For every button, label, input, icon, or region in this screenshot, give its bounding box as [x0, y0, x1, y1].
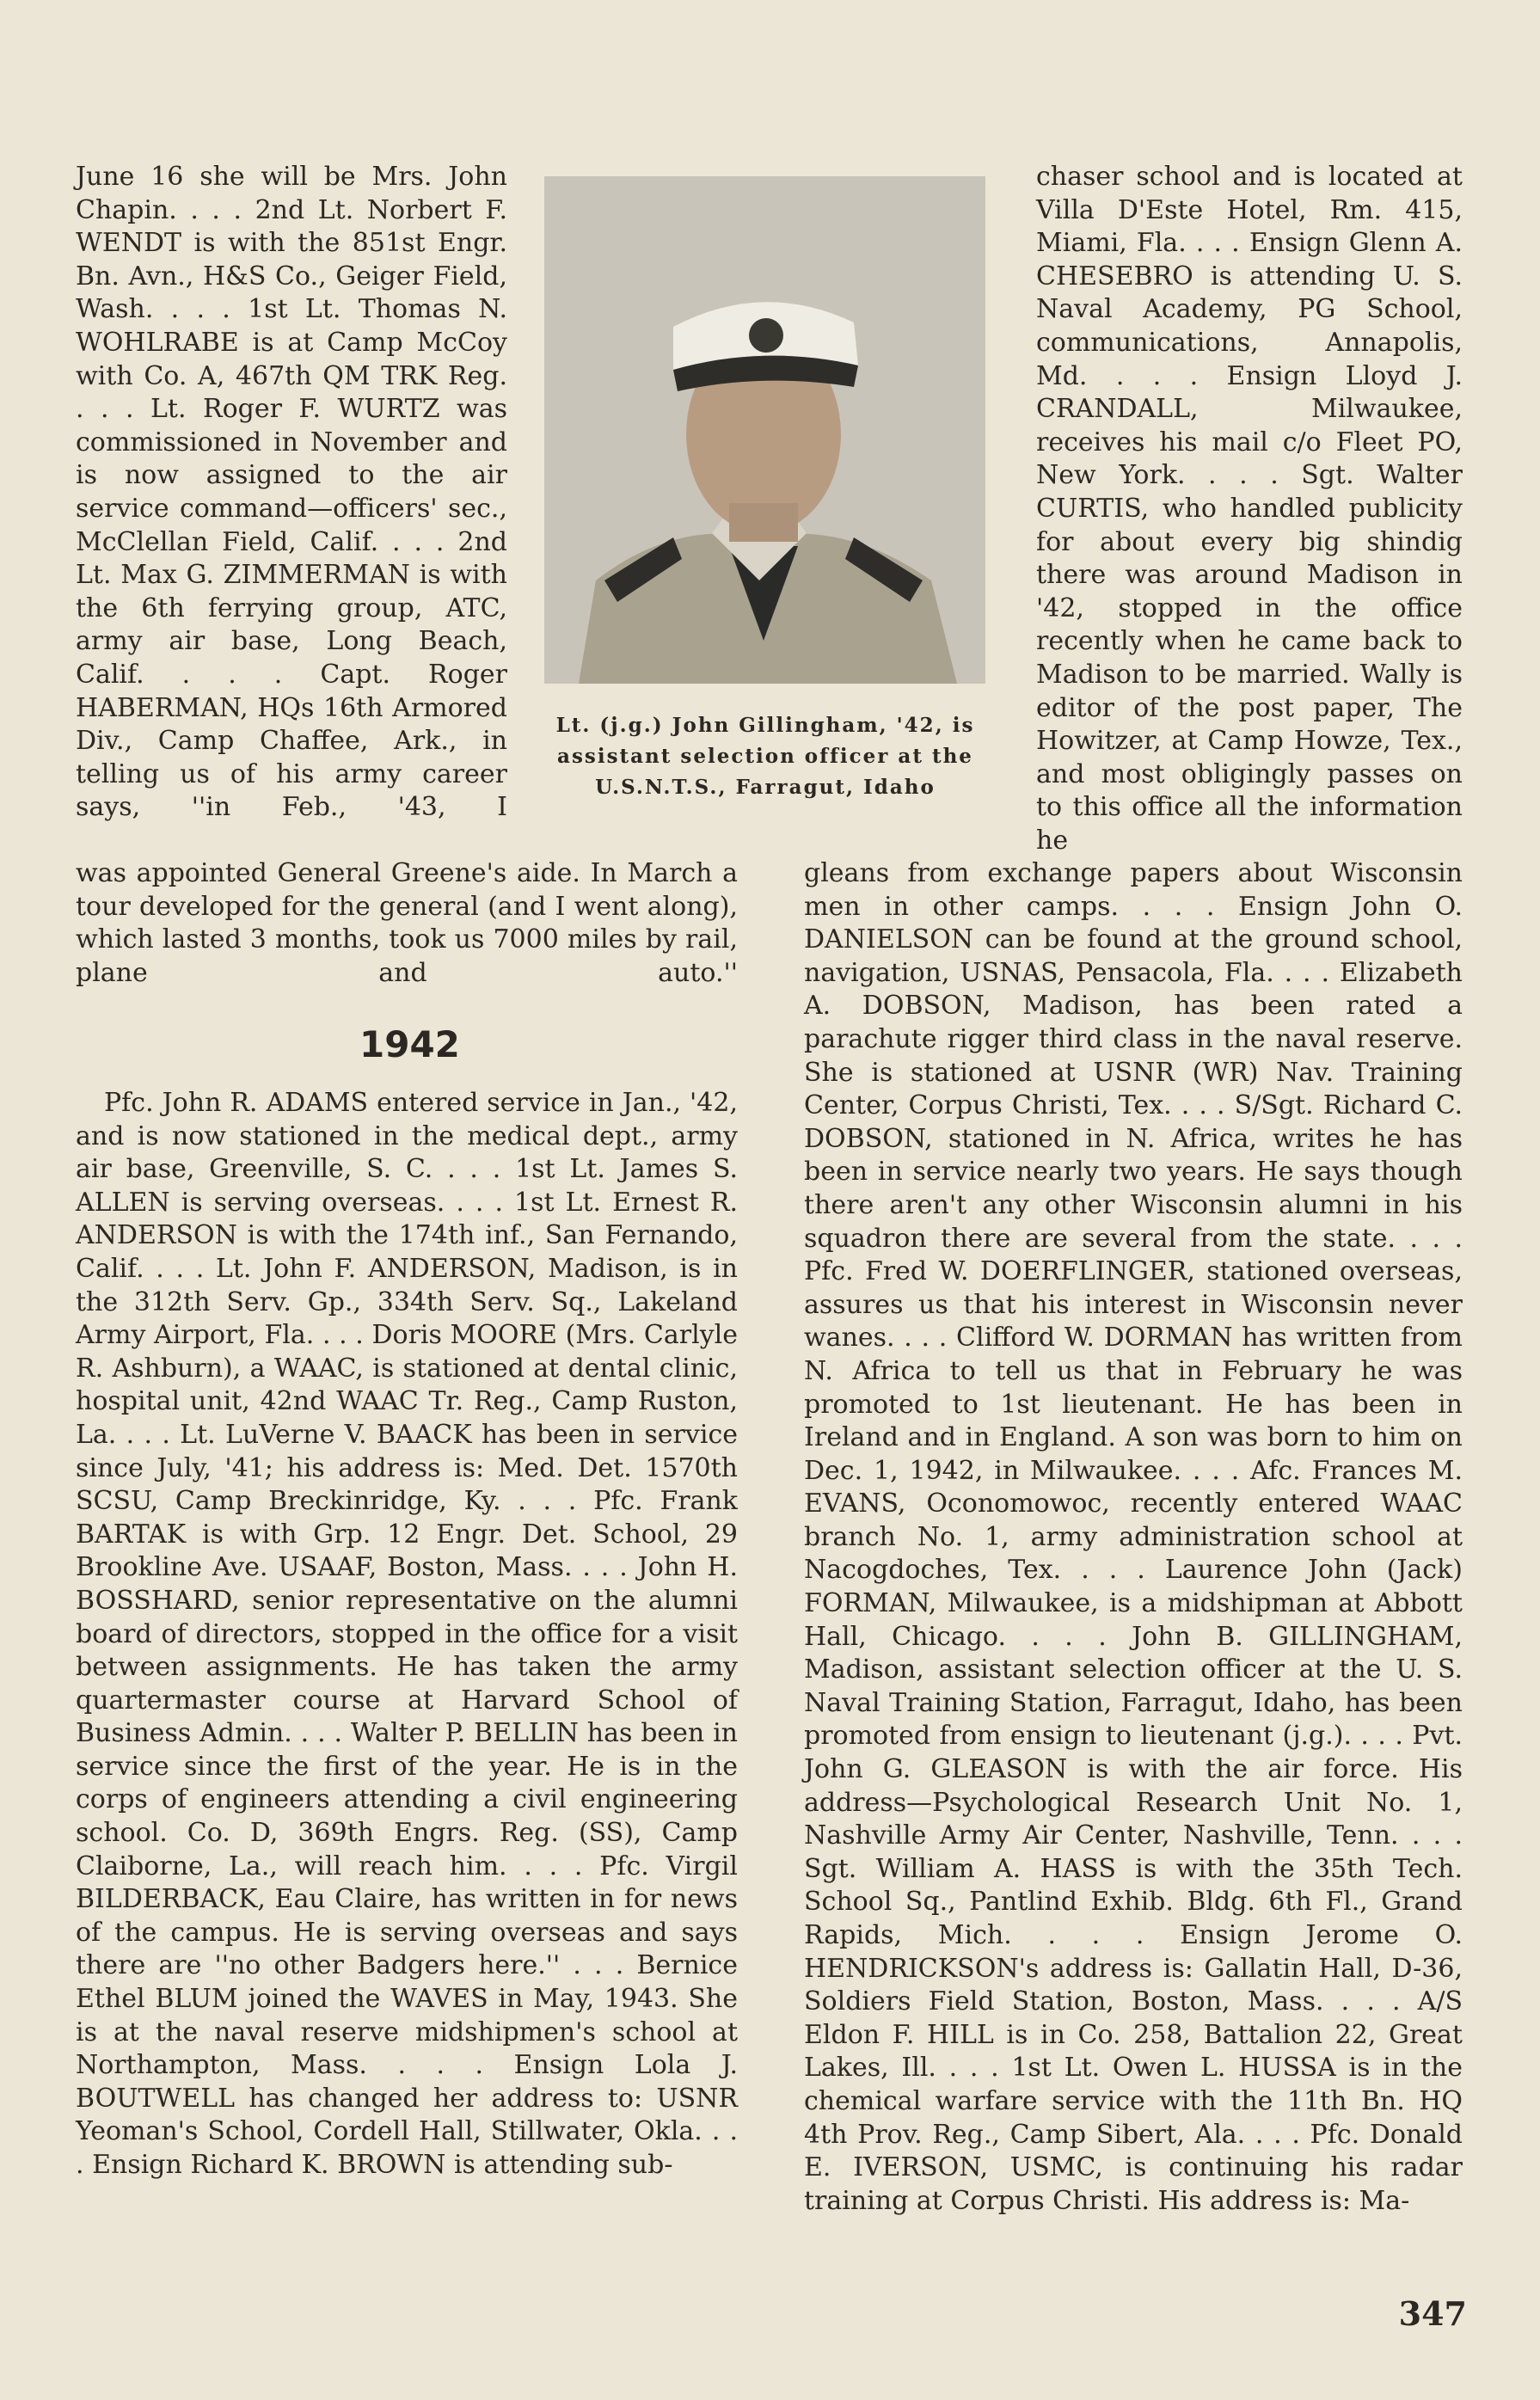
left-column-top-text: June 16 she will be Mrs. John Chapin. . . . 2nd Lt. Norbert F. WENDT is with the 851st Engr. Bn. Avn., H&S Co., Geiger Field, Wash. . . . 1st Lt. Thomas N. WOHLRABE is at Camp McCoy with Co. A, 467th QM TRK Reg. . . . Lt. Roger F. WURTZ was commissioned in November and is now assigned to the air service command—officers' sec., McClellan Field, Calif. . . . 2nd Lt. Max G. ZIMMERMAN is with the 6th ferrying group, ATC, army air base, Long Beach, Calif. . . . Capt. Roger HABERMAN, HQs 16th Armored Div., Camp Chaffee, Ark., in telling us of his army career says, ''in Feb., '43, I	[76, 162, 507, 823]
photo-caption: Lt. (j.g.) John Gillingham, '42, is assistant selection officer at the U.S.N.T.S., Farragut, Idaho	[555, 714, 975, 799]
page-number: 347	[1398, 2294, 1467, 2333]
left-column-body: Pfc. John R. ADAMS entered service in Jan., '42, and is now stationed in the medical dept., army air base, Greenville, S. C. . . . 1st Lt. James S. ALLEN is serving overseas. . . . 1st Lt. Ernest R. ANDERSON is with the 174th inf., San Fernando, Calif. . . . Lt. John F. ANDERSON, Madison, is in the 312th Serv. Gp., 334th Serv. Sq., Lakeland Army Airport, Fla. . . . Doris MOORE (Mrs. Carlyle R. Ashburn), a WAAC, is stationed at dental clinic, hospital unit, 42nd WAAC Tr. Reg., Camp Ruston, La. . . . Lt. LuVerne V. BAACK has been in service since July, '41; his address is: Med. Det. 1570th SCSU, Camp Breckinridge, Ky. . . . Pfc. Frank BARTAK is with Grp. 12 Engr. Det. School, 29 Brookline Ave. USAAF, Boston, Mass. . . . John H. BOSSHARD, senior representative on the alumni board of directors, stopped in the office for a visit between assignments. He has taken the army quartermaster course at Harvard School of Business Admin. . . . Walter P. BELLIN has been in service since the first of the year. He is in the corps of engineers attending a civil engineering school. Co. D, 369th Engrs. Reg. (SS), Camp Claiborne, La., will reach him. . . . Pfc. Virgil BILDERBACK, Eau Claire, has written in for news of the campus. He is serving overseas and says there are ''no other Badgers here.'' . . . Bernice Ethel BLUM joined the WAVES in May, 1943. She is at the naval reserve midshipmen's school at Northampton, Mass. . . . Ensign Lola J. BOUTWELL has changed her address to: USNR Yeoman's School, Cordell Hall, Stillwater, Okla. . . . Ensign Richard K. BROWN is attending sub-	[76, 1088, 738, 2180]
right-column-body: gleans from exchange papers about Wisconsin men in other camps. . . . Ensign John O. DANIELSON can be found at the ground school, navigation, USNAS, Pensacola, Fla. . . . Elizabeth A. DOBSON, Madison, has been rated a parachute rigger third class in the naval reserve. She is stationed at USNR (WR) Nav. Training Center, Corpus Christi, Tex. . . . S/Sgt. Richard C. DOBSON, stationed in N. Africa, writes he has been in service nearly two years. He says though there aren't any other Wisconsin alumni in his squadron there are several from the state. . . . Pfc. Fred W. DOERFLINGER, stationed overseas, assures us that his interest in Wisconsin never wanes. . . . Clifford W. DORMAN has written from N. Africa to tell us that in February he was promoted to 1st lieutenant. He has been in Ireland and in England. A son was born to him on Dec. 1, 1942, in Milwaukee. . . . Afc. Frances M. EVANS, Oconomowoc, recently entered WAAC branch No. 1, army administration school at Nacogdoches, Tex. . . . Laurence John (Jack) FORMAN, Milwaukee, is a midshipman at Abbott Hall, Chicago. . . . John B. GILLINGHAM, Madison, assistant selection officer at the U. S. Naval Training Station, Farragut, Idaho, has been promoted from ensign to lieutenant (j.g.). . . . Pvt. John G. GLEASON is with the air force. His address—Psychological Research Unit No. 1, Nashville Army Air Center, Nashville, Tenn. . . . Sgt. William A. HASS is with the 35th Tech. School Sq., Pantlind Exhib. Bldg. 6th Fl., Grand Rapids, Mich. . . . Ensign Jerome O. HENDRICKSON's address is: Gallatin Hall, D-36, Soldiers Field Station, Boston, Mass. . . . A/S Eldon F. HILL is in Co. 258, Battalion 22, Great Lakes, Ill. . . . 1st Lt. Owen L. HUSSA is in the chemical warfare service with the 11th Bn. HQ 4th Prov. Reg., Camp Sibert, Ala. . . . Pfc. Donald E. IVERSON, USMC, is continuing his radar training at Corpus Christi. His address is: Ma-	[804, 858, 1463, 2216]
section-heading-1942: 1942	[359, 1023, 460, 1065]
portrait-illustration	[544, 176, 985, 684]
portrait-photo	[544, 176, 985, 684]
left-column-continuation: was appointed General Greene's aide. In March a tour developed for the general (and I went along), which lasted 3 months, took us 7000 miles by rail, plane and auto.''	[76, 858, 738, 988]
right-column-top-text: chaser school and is located at Villa D'Este Hotel, Rm. 415, Miami, Fla. . . . Ensign Glenn A. CHESEBRO is attending U. S. Naval Academy, PG School, communications, Annapolis, Md. . . . Ensign Lloyd J. CRANDALL, Milwaukee, receives his mail c/o Fleet PO, New York. . . . Sgt. Walter CURTIS, who handled publicity for about every big shindig there was around Madison in '42, stopped in the office recently when he came back to Madison to be married. Wally is editor of the post paper, The Howitzer, at Camp Howze, Tex., and most obligingly passes on to this office all the information he	[1036, 162, 1463, 856]
